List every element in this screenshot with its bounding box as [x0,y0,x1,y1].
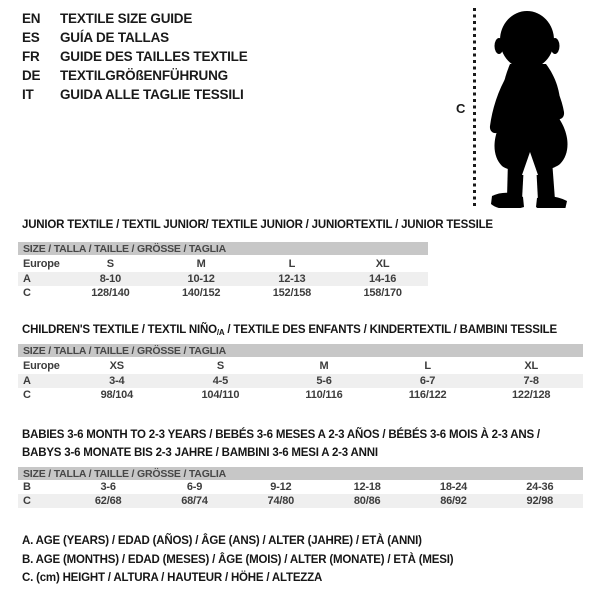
footnote-b: B. AGE (MONTHS) / EDAD (MESES) / ÂGE (MOIS) / ALTER (MONATE) / ETÀ (MESI) [22,553,454,566]
size-value: 158/170 [363,287,402,299]
size-value: 62/68 [94,495,122,507]
language-code: DE [22,68,41,83]
table-row-c [18,388,583,402]
size-value: 110/116 [305,389,343,401]
size-value: 7-8 [523,375,539,387]
language-label: GUIDA ALLE TAGLIE TESSILI [60,87,244,102]
row-label: C [23,287,31,299]
size-value: 128/140 [91,287,130,299]
size-value: 6-7 [419,375,436,387]
row-label: B [23,481,31,493]
size-header-bar: SIZE / TALLA / TAILLE / GRÖSSE / TAGLIA [18,467,583,480]
column-header: XL [524,359,538,372]
language-code: EN [22,11,41,26]
size-value: 116/122 [408,389,447,401]
title-subscript: /A [216,328,225,337]
title-line: BABYS 3-6 MONATE BIS 2-3 JAHRE / BAMBINI 3-6 MESI A 2-3 ANNI [22,447,378,459]
footnote-c: C. (cm) HEIGHT / ALTURA / HAUTEUR / HÖHE / ALTEZZA [22,572,323,584]
size-value: 24-36 [526,481,554,493]
column-header: L [288,257,296,270]
language-code: IT [22,87,34,102]
size-value: 152/158 [272,287,312,299]
row-label: A [23,273,31,285]
size-value: 6-9 [186,481,203,493]
size-value: 12-13 [278,273,306,285]
size-value: 14-16 [369,273,397,285]
size-value: 86/92 [440,495,467,507]
language-label: TEXTILGRÖßENFÜHRUNG [60,68,228,83]
junior-table [18,242,428,300]
size-value: 122/128 [511,389,551,401]
language-label: GUIDE DES TAILLES TEXTILE [60,49,248,64]
size-value: 9-12 [270,481,292,493]
table-row-c [18,494,583,508]
column-header: L [424,359,431,372]
babies-table [18,467,583,508]
language-list [22,9,248,104]
size-value: 10-12 [187,273,215,285]
language-label: GUÍA DE TALLAS [60,30,169,45]
title-part: CHILDREN'S TEXTILE / TEXTIL NIÑO [22,324,217,336]
title-part: / TEXTILE DES ENFANTS / KINDERTEXTIL / BAMBINI TESSILE [224,324,557,336]
column-header-row [18,255,428,272]
footnotes [22,532,453,588]
column-header: XS [109,359,124,372]
column-header: S [216,359,224,372]
column-header: S [106,257,114,270]
row-label: A [23,375,31,387]
language-row-it [22,85,248,104]
size-value: 80/86 [353,495,381,507]
size-value: 18-24 [439,481,468,493]
children-section-title [22,321,557,340]
size-value: 104/110 [201,389,240,401]
language-code: FR [22,49,40,64]
table-row-a [18,374,583,388]
row-label: C [23,389,31,401]
size-value: 92/98 [526,495,554,507]
junior-section-title: JUNIOR TEXTILE / TEXTIL JUNIOR/ TEXTILE JUNIOR / JUNIORTEXTIL / JUNIOR TESSILE [22,219,493,231]
column-header: XL [375,257,390,270]
figure-height-label: C [456,101,466,116]
babies-section-title [22,426,540,462]
language-row-fr [22,47,248,66]
size-value: 68/74 [181,495,208,507]
size-value: 98/104 [100,389,134,401]
size-value: 8-10 [99,273,121,285]
table-row-a [18,272,428,286]
table-row-b [18,480,583,494]
footnote-a: A. AGE (YEARS) / EDAD (AÑOS) / ÂGE (ANS) / ALTER (JAHRE) / ETÀ (ANNI) [22,535,422,547]
language-row-de [22,66,248,85]
height-dashed-line [473,8,476,206]
language-code: ES [22,30,40,45]
language-row-en [22,9,248,28]
title-line: BABIES 3-6 MONTH TO 2-3 YEARS / BEBÉS 3-6 MESES A 2-3 AÑOS / BÉBÉS 3-6 MOIS À 2-3 ANS / [22,429,540,441]
children-table [18,344,583,402]
row-label: C [23,495,31,507]
language-row-es [22,28,248,47]
size-value: 74/80 [267,495,295,507]
size-value: 4-5 [212,375,229,387]
column-header: M [319,359,329,372]
size-header-bar: SIZE / TALLA / TAILLE / GRÖSSE / TAGLIA [18,242,428,255]
size-value: 3-4 [109,375,125,387]
size-value: 12-18 [353,481,381,493]
size-value: 5-6 [316,375,332,387]
column-header: Europe [23,257,60,270]
toddler-silhouette-icon [480,8,580,208]
column-header: Europe [23,359,60,372]
column-header-row [18,357,583,374]
size-value: 3-6 [100,481,116,493]
language-label: TEXTILE SIZE GUIDE [60,11,193,26]
size-value: 140/152 [181,287,221,299]
table-row-c [18,286,428,300]
size-header-bar: SIZE / TALLA / TAILLE / GRÖSSE / TAGLIA [18,344,583,357]
column-header: M [196,257,206,270]
